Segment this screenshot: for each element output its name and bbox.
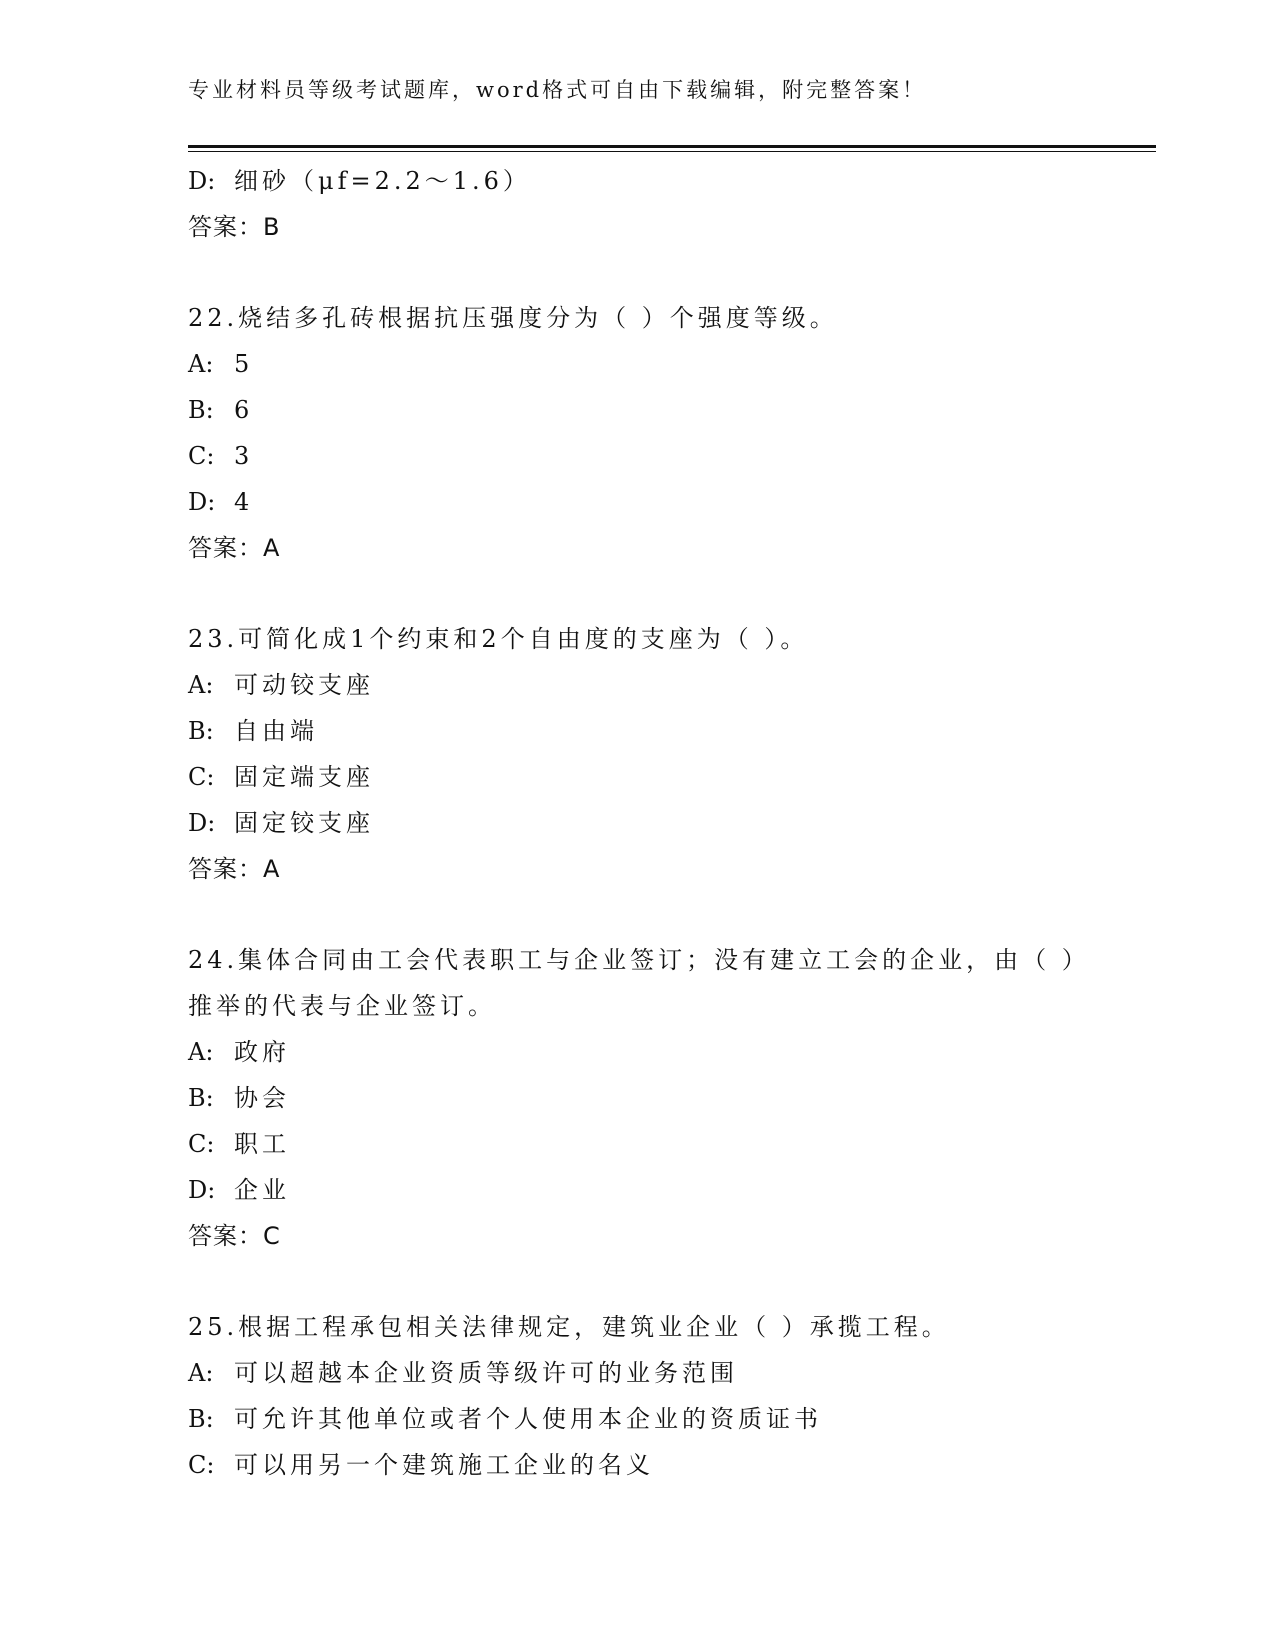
option-key: D: — [188, 488, 216, 516]
option-key: B: — [188, 717, 214, 745]
option-line — [188, 800, 1088, 846]
header-note: 专业材料员等级考试题库，word格式可自由下载编辑，附完整答案！ — [188, 78, 927, 102]
option-key: A: — [188, 1038, 214, 1066]
answer-line: 答案：B — [188, 213, 281, 241]
option-line — [188, 1121, 1088, 1167]
option-line — [188, 387, 1088, 433]
header-rule-thin — [188, 151, 1156, 152]
option-text: 5 — [234, 350, 254, 378]
spacer — [188, 892, 1088, 937]
option-key: A: — [188, 671, 214, 699]
option-key: A: — [188, 350, 214, 378]
option-text: 固定端支座 — [234, 763, 374, 791]
option-key: B: — [188, 1084, 214, 1112]
option-line — [188, 708, 1088, 754]
option-line — [188, 1029, 1088, 1075]
option-line — [188, 754, 1088, 800]
spacer — [188, 250, 1088, 295]
header-rule-thick — [188, 145, 1156, 148]
question-content — [188, 158, 1088, 1488]
option-line — [188, 341, 1088, 387]
question-stem: 24.集体合同由工会代表职工与企业签订；没有建立工会的企业，由（ ）推举的代表与企业签订。 — [188, 946, 1078, 1020]
option-key: C: — [188, 763, 215, 791]
option-key: C: — [188, 442, 215, 470]
option-line — [188, 1075, 1088, 1121]
option-text: 企业 — [234, 1176, 290, 1204]
option-text: 可以用另一个建筑施工企业的名义 — [234, 1451, 654, 1479]
option-line — [188, 1167, 1088, 1213]
option-text: 3 — [234, 442, 254, 470]
option-key: A: — [188, 1359, 214, 1387]
option-key: D: — [188, 167, 216, 195]
answer-line: 答案：C — [188, 1222, 281, 1250]
question-stem: 23.可简化成1个约束和2个自由度的支座为（ ）。 — [188, 625, 809, 653]
option-key: C: — [188, 1130, 215, 1158]
option-key: D: — [188, 1176, 216, 1204]
option-line — [188, 1442, 1088, 1488]
option-text: 固定铰支座 — [234, 809, 374, 837]
option-text: 自由端 — [234, 717, 318, 745]
option-line — [188, 1396, 1088, 1442]
spacer — [188, 571, 1088, 616]
option-text: 职工 — [234, 1130, 290, 1158]
option-line — [188, 662, 1088, 708]
option-key: C: — [188, 1451, 215, 1479]
option-text: 协会 — [234, 1084, 290, 1112]
option-key: B: — [188, 396, 214, 424]
option-text: 4 — [234, 488, 254, 516]
option-text: 可以超越本企业资质等级许可的业务范围 — [234, 1359, 738, 1387]
question-stem: 22.烧结多孔砖根据抗压强度分为（ ）个强度等级。 — [188, 304, 838, 332]
spacer — [188, 1259, 1088, 1304]
option-line — [188, 479, 1088, 525]
answer-line: 答案：A — [188, 534, 281, 562]
option-line — [188, 158, 1088, 204]
option-key: D: — [188, 809, 216, 837]
option-text: 细砂（μf=2.2～1.6） — [234, 167, 531, 195]
option-key: B: — [188, 1405, 214, 1433]
option-text: 可允许其他单位或者个人使用本企业的资质证书 — [234, 1405, 822, 1433]
option-line — [188, 433, 1088, 479]
option-text: 6 — [234, 396, 254, 424]
option-line — [188, 1350, 1088, 1396]
question-stem: 25.根据工程承包相关法律规定，建筑业企业（ ）承揽工程。 — [188, 1313, 950, 1341]
answer-line: 答案：A — [188, 855, 281, 883]
option-text: 可动铰支座 — [234, 671, 374, 699]
option-text: 政府 — [234, 1038, 290, 1066]
